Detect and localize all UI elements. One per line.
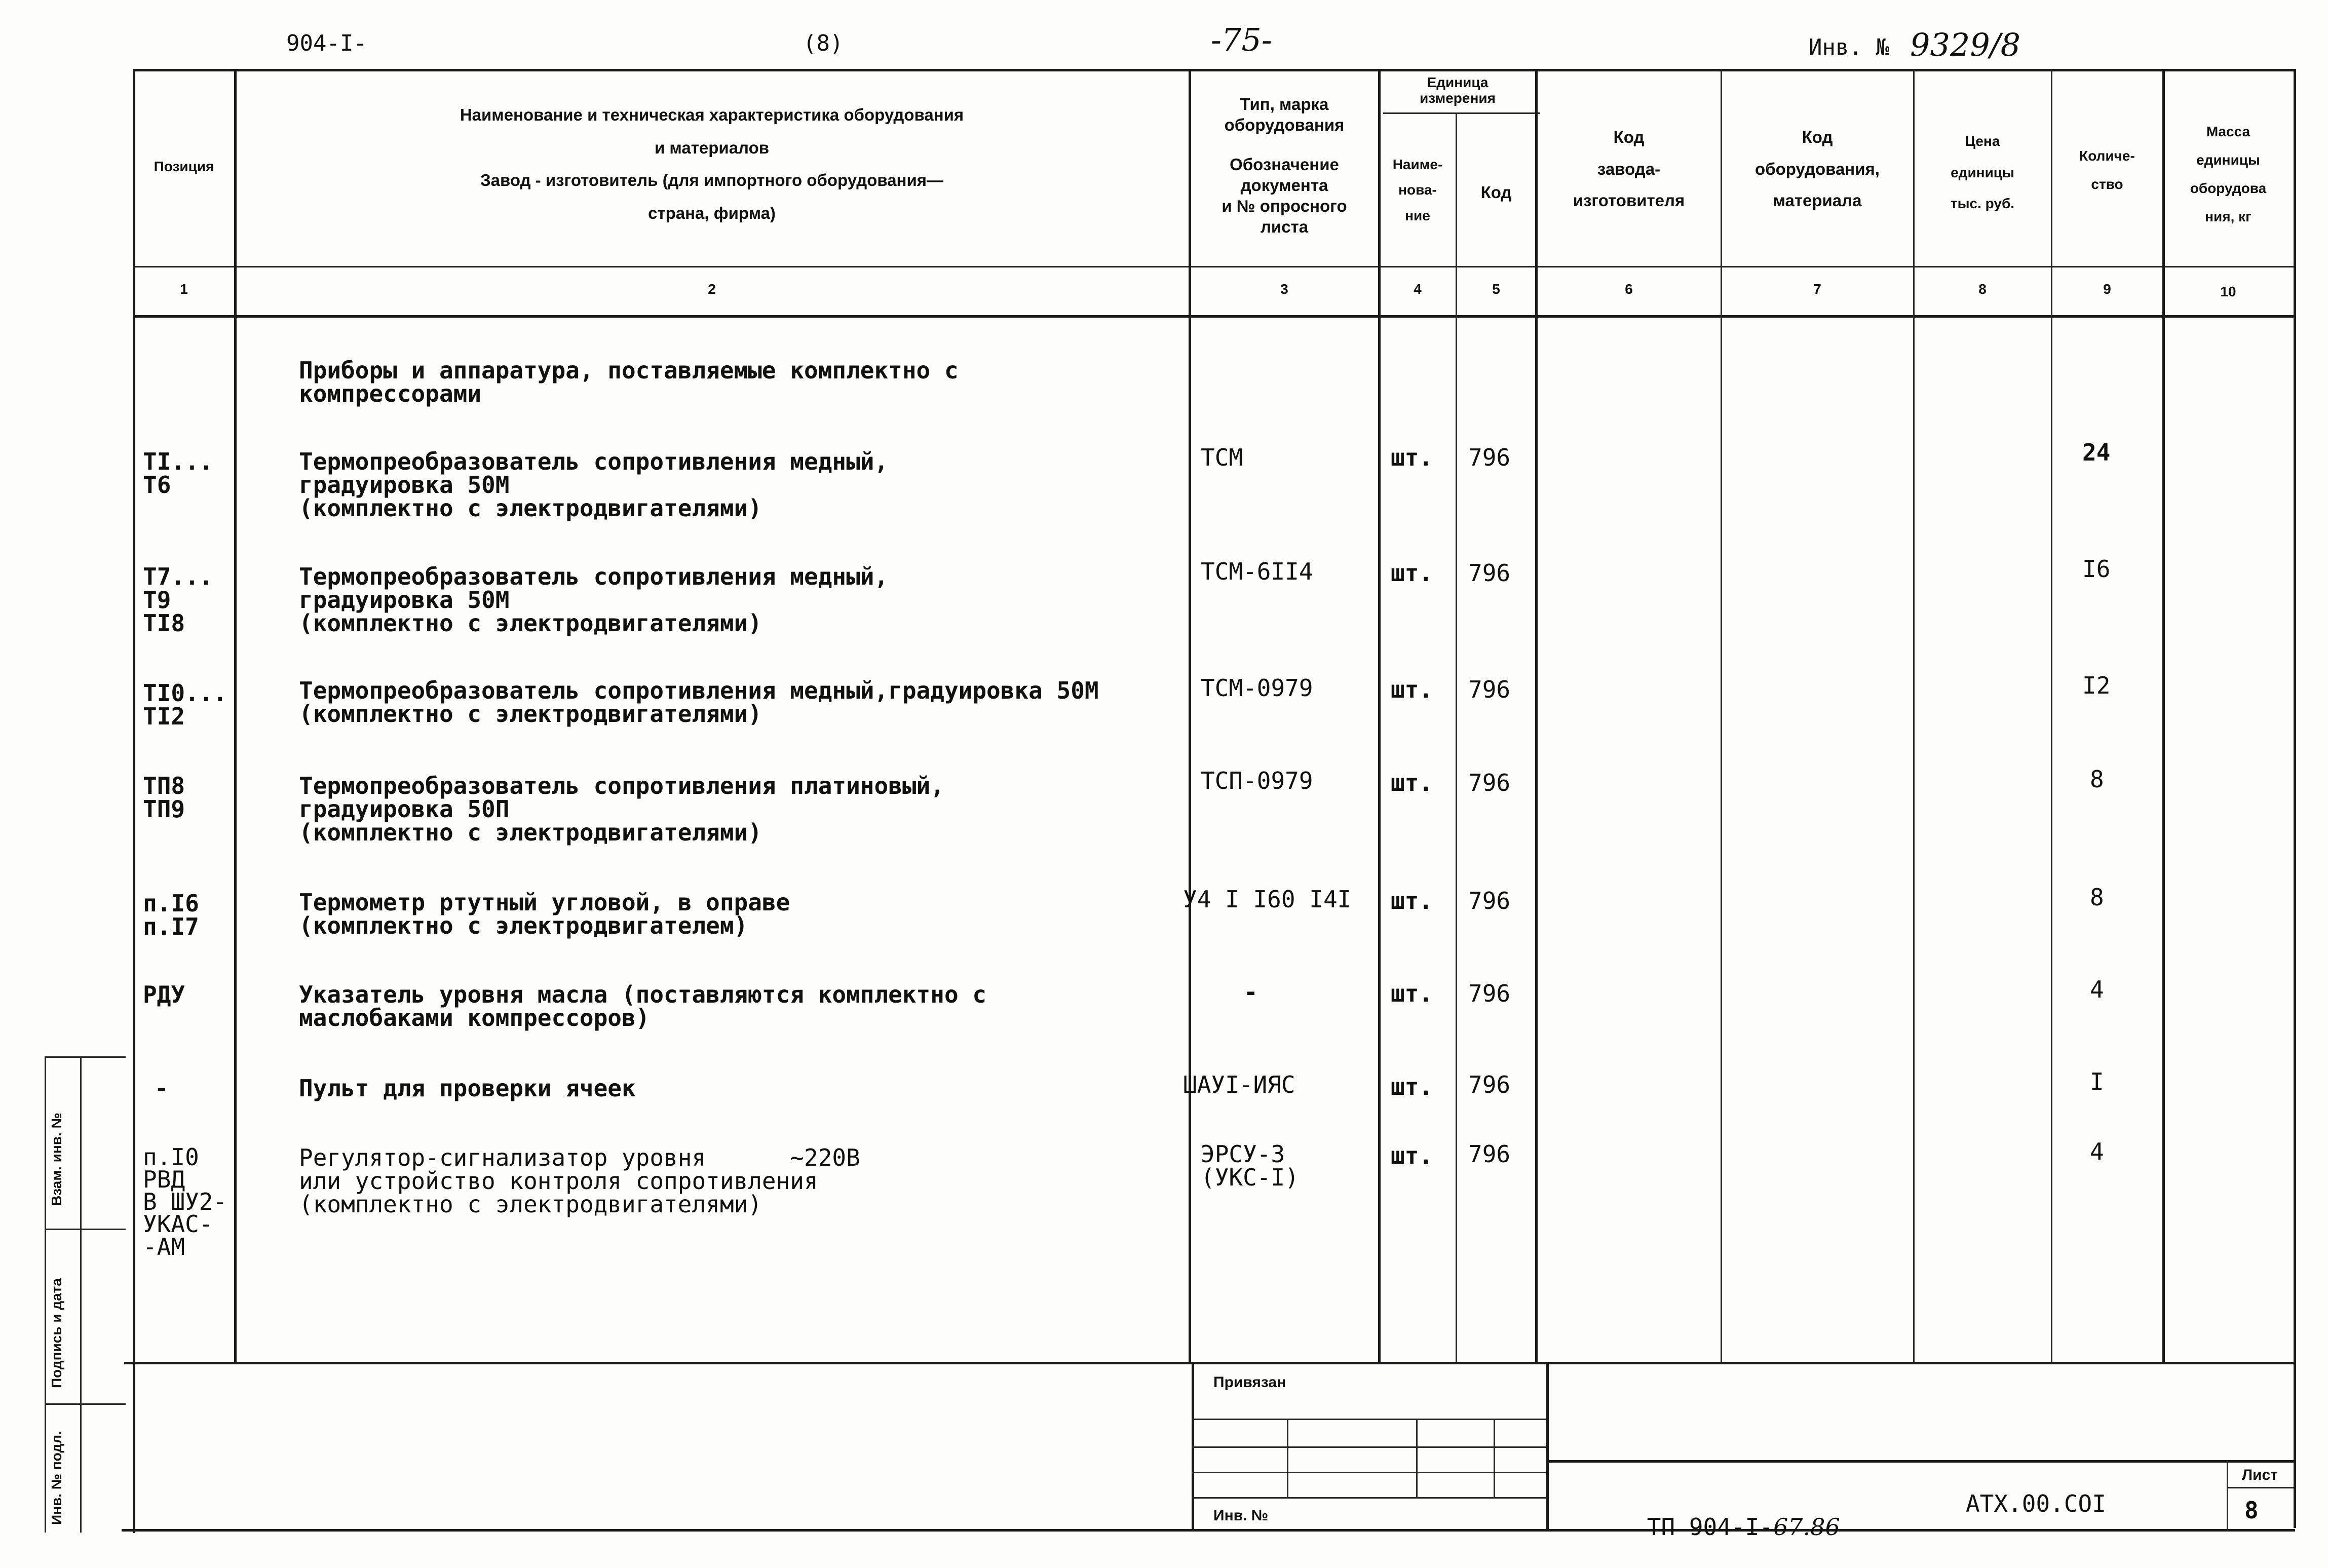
header-name: Наименование и техническая характеристика оборудования и материалов Завод - изготовитель (для импортного оборудования— страна, фирма) xyxy=(460,105,964,222)
colnum-8: 8 xyxy=(1978,281,1987,297)
colnum-4: 4 xyxy=(1414,281,1422,297)
colnum-2: 2 xyxy=(708,281,716,297)
row-unit: шт. xyxy=(1391,769,1433,796)
row-code: 796 xyxy=(1468,1140,1511,1168)
row-unit: шт. xyxy=(1391,1073,1433,1100)
row-position: TI0... TI2 xyxy=(143,679,227,730)
row-name: Термометр ртутный угловой, в оправе (комплектно с электродвигателем) xyxy=(299,889,790,939)
row-type: ЭРСУ-3 (УКС-I) xyxy=(1201,1140,1299,1191)
colnum-9: 9 xyxy=(2103,281,2111,297)
row-quantity: 4 xyxy=(2090,1138,2104,1165)
colnum-5: 5 xyxy=(1492,281,1500,297)
page-number: -75- xyxy=(1211,21,1272,58)
doc-code: АТХ.00.СОI xyxy=(1966,1490,2106,1517)
row-type: ТСМ-0979 xyxy=(1201,674,1313,702)
doc-designation: ТП 904-I-67.86 xyxy=(1647,1513,1840,1541)
row-position: п.I0 РВД В ШУ2- УКАС- -АМ xyxy=(143,1143,227,1260)
header-mass: Масса единицы оборудова ния, кг xyxy=(2190,124,2267,224)
row-quantity: I xyxy=(2090,1068,2104,1095)
header-unit-name: Наиме- нова- ние xyxy=(1392,157,1443,223)
row-code: 796 xyxy=(1468,769,1511,796)
colnum-7: 7 xyxy=(1813,281,1821,297)
row-unit: шт. xyxy=(1391,1142,1433,1169)
header-type: Тип, марка оборудования Обозначение документа и № опросного листа xyxy=(1222,95,1347,237)
colnum-1: 1 xyxy=(180,281,188,297)
side-replace-inv: Взам. инв. № xyxy=(49,1113,64,1206)
row-name: Пульт для проверки ячеек xyxy=(299,1075,636,1102)
row-name: Термопреобразователь сопротивления медный,градуировка 50М (комплектно с электродвигателями) xyxy=(299,677,1099,728)
row-code: 796 xyxy=(1468,676,1511,703)
part-number: (8) xyxy=(803,30,844,56)
inventory-label: Инв. № xyxy=(1809,34,1889,60)
row-name: Термопреобразователь сопротивления медный, градуировка 50М (комплектно с электродвигателями) xyxy=(299,563,889,637)
sheet-label: Лист xyxy=(2242,1467,2278,1483)
header-unit: Единица измерения xyxy=(1420,74,1496,106)
side-signature-date: Подпись и дата xyxy=(49,1278,64,1388)
row-quantity: 4 xyxy=(2090,976,2104,1003)
row-position: - xyxy=(155,1075,169,1102)
header-equipment-code: Код оборудования, материала xyxy=(1755,128,1880,210)
stamp-inv-no: Инв. № xyxy=(1213,1507,1269,1524)
row-unit: шт. xyxy=(1391,980,1433,1007)
row-name: Указатель уровня масла (поставляются комплектно с маслобаками компрессоров) xyxy=(299,981,987,1031)
header-quantity: Количе- ство xyxy=(2079,148,2135,192)
header-position: Позиция xyxy=(154,159,214,174)
row-type: ТСМ-6II4 xyxy=(1201,558,1313,585)
row-type: ТСП-0979 xyxy=(1201,767,1313,794)
row-code: 796 xyxy=(1468,980,1511,1007)
header-price: Цена единицы тыс. руб. xyxy=(1950,133,2015,212)
row-position: T7... T9 TI8 xyxy=(143,563,213,637)
row-quantity: 24 xyxy=(2082,439,2111,466)
row-quantity: I2 xyxy=(2082,672,2111,699)
side-orig-inv: Инв. № подл. xyxy=(49,1431,64,1525)
row-quantity: 8 xyxy=(2090,766,2104,793)
header-plant-code: Код завода- изготовителя xyxy=(1573,128,1685,210)
row-unit: шт. xyxy=(1391,676,1433,703)
row-name: Регулятор-сигнализатор уровня ~220В или устройство контроля сопротивления (комплектно с электродвигателями) xyxy=(299,1144,860,1218)
colnum-10: 10 xyxy=(2220,284,2236,299)
header-unit-code: Код xyxy=(1480,183,1512,202)
row-position: РДУ xyxy=(143,981,185,1008)
row-position: TI... T6 xyxy=(143,448,213,499)
row-type: - xyxy=(1244,978,1258,1006)
row-type: ШАУI-ИЯС xyxy=(1183,1071,1295,1098)
row-name: Термопреобразователь сопротивления медный, градуировка 50М (комплектно с электродвигателями) xyxy=(299,448,889,522)
row-code: 796 xyxy=(1468,559,1511,587)
sheet-number: 8 xyxy=(2244,1497,2259,1524)
row-unit: шт. xyxy=(1391,444,1433,471)
row-type: ТСМ xyxy=(1201,444,1243,471)
stamp-attached: Привязан xyxy=(1213,1374,1286,1391)
colnum-6: 6 xyxy=(1625,281,1633,297)
series-number: 904-I- xyxy=(286,30,367,56)
row-name: Термопреобразователь сопротивления платиновый, градуировка 50П (комплектно с электродвигателями) xyxy=(299,772,944,846)
row-code: 796 xyxy=(1468,444,1511,471)
row-code: 796 xyxy=(1468,1071,1511,1098)
row-code: 796 xyxy=(1468,887,1511,914)
row-type: У4 I I60 I4I xyxy=(1183,886,1352,913)
row-quantity: I6 xyxy=(2082,555,2111,583)
row-position: п.I6 п.I7 xyxy=(143,890,199,940)
row-position: TП8 TП9 xyxy=(143,772,185,823)
inventory-number: 9329/8 xyxy=(1910,26,2021,63)
row-unit: шт. xyxy=(1391,887,1433,914)
section-title: Приборы и аппаратура, поставляемые комплектно с компрессорами xyxy=(299,357,959,407)
row-unit: шт. xyxy=(1391,559,1433,587)
row-quantity: 8 xyxy=(2090,884,2104,911)
colnum-3: 3 xyxy=(1280,281,1288,297)
